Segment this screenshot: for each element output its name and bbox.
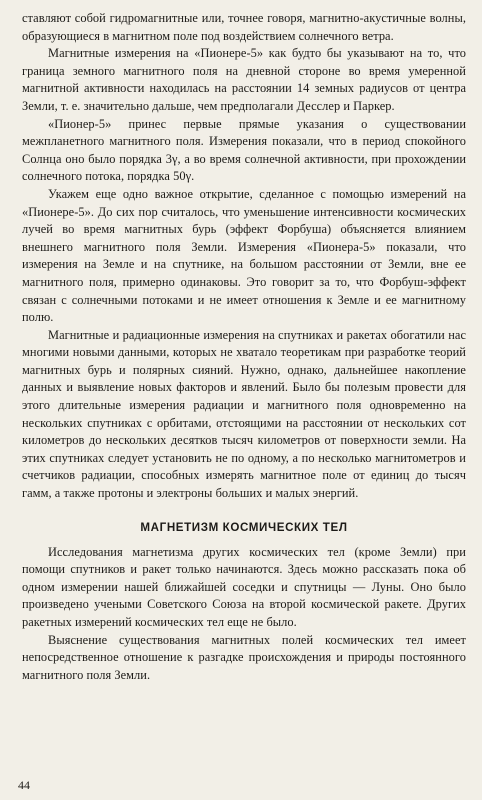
page-number: 44 bbox=[18, 778, 30, 792]
paragraph-forbush-effect: Укажем еще одно важное открытие, сделанное с помощью измерений на «Пионере-5». До сих пор считалось, что уменьшение интенсивности космических лучей во время магнитных бурь (эффект Форбуша) объясняется влиянием внешнего магнитного поля Земли. Измерения «Пионера-5» показали, что измерения на Земле и на спутнике, на большом расстоянии от Земли, вне ее магнитного поля, примерно одинаковы. Это говорит за то, что Форбуш-эффект связан с солнечными потоками и не имеет отношения к Земле и ее магнитному полю. bbox=[22, 186, 466, 325]
paragraph-origin-of-field: Выяснение существования магнитных полей космических тел имеет непосредственное отношение к разгадке происхождения и природы постоянного магнитного поля Земли. bbox=[22, 632, 466, 682]
paragraph-future-measurements: Магнитные и радиационные измерения на спутниках и ракетах обогатили нас многими новыми данными, которых не хватало теоретикам при разработке теорий магнитных бурь и полярных сияний. Нужно, однако, дальнейшее накопление данных и выявление новых факторов и явлений. Было бы полезым провести для этого длительные измерения радиации и магнитного поля одновременно на нескольких спутниках с орбитами, отстоящими на расстоянии от нескольких сот километров до нескольких десятков тысяч километров от поверхности земли. На этих спутниках следует установить не по одному, а по несколько магнитометров и счетчиков радиации, способных измерять магнитное поле от единиц до тысяч гамм, а также протоны и электроны больших и малых энергий. bbox=[22, 327, 466, 501]
paragraph-pioneer-interplanetary-field: «Пионер-5» принес первые прямые указания о существовании межпланетного магнитного поля. Измерения показали, что в период спокойного Солнца оно было порядка 3γ, а во время солнечной активности, при прохождении солнечного потока, порядка 50γ. bbox=[22, 116, 466, 184]
section-heading: МАГНЕТИЗМ КОСМИЧЕСКИХ ТЕЛ bbox=[140, 520, 348, 534]
paragraph-pioneer-boundary: Магнитные измерения на «Пионере-5» как будто бы указывают на то, что граница земного магнитного поля на дневной стороне во время умеренной магнитной активности находилась на расстоянии 14 земных радиусов от центра Земли, т. е. значительно дальше, чем предполагали Десслер и Паркер. bbox=[22, 46, 466, 113]
paragraph-continuation: ставляют собой гидромагнитные или, точнее говоря, магнитно-акустичные волны, образующиеся в магнитном поле под воздействием солнечного ветра. bbox=[22, 11, 466, 43]
paragraph-cosmic-bodies-research: Исследования магнетизма других космических тел (кроме Земли) при помощи спутников и ракет только начинаются. Здесь можно рассказать пока об одном измерении нашей ближайшей соседки и спутницы — Луны. Оно было произведено учеными Советского Союза на второй космической ракете. Других ракетных измерений космических тел еще не было. bbox=[22, 544, 466, 629]
